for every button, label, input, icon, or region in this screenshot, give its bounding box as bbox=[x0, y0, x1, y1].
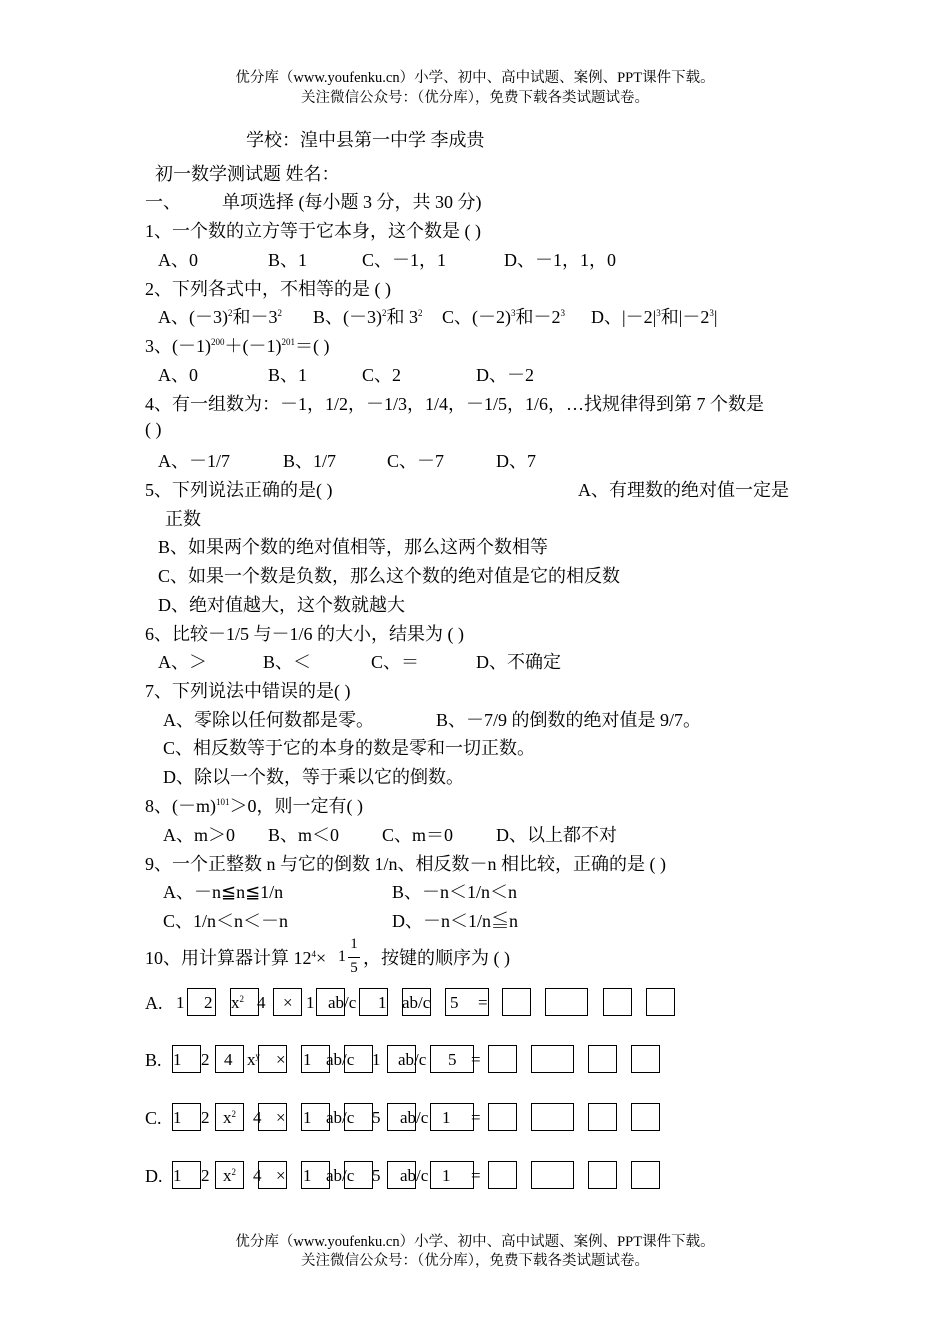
q10-frac-denominator: 5 bbox=[350, 960, 358, 976]
q3-option-c: C、2 bbox=[362, 365, 402, 385]
q2-option-a: A、$(-3)^2$和$-3^2$ bbox=[158, 307, 282, 327]
key-label: ab/c bbox=[326, 1050, 355, 1069]
key-label: 1 bbox=[442, 1108, 451, 1127]
key-label: 2 bbox=[201, 1166, 210, 1185]
q1-option-b: B、1 bbox=[268, 250, 308, 270]
q5-option-a-cont: 正数 bbox=[165, 509, 201, 529]
q6-option-a: A、＞ bbox=[158, 652, 207, 672]
q1-stem: 1、一个数的立方等于它本身，这个数是 ( ) bbox=[145, 221, 481, 241]
q1-option-c: C、－1，1 bbox=[362, 250, 447, 270]
q5-stem: 5、下列说法正确的是( ) bbox=[145, 480, 333, 500]
answer-box bbox=[502, 988, 531, 1016]
key-label: ab/c bbox=[400, 1108, 429, 1127]
key-label: 1 bbox=[442, 1166, 451, 1185]
answer-box bbox=[588, 1161, 617, 1189]
key-box bbox=[430, 1161, 474, 1189]
answer-box bbox=[646, 988, 675, 1016]
q4-option-d: D、7 bbox=[496, 451, 536, 471]
header-line-1: 优分库（www.youfenku.cn）小学、初中、高中试题、案例、PPT课件下载。 bbox=[235, 70, 715, 86]
key-label: 1 bbox=[303, 1166, 312, 1185]
section-number: 一、 bbox=[145, 192, 181, 212]
answer-box bbox=[588, 1045, 617, 1073]
key-label: ab/c bbox=[326, 1108, 355, 1127]
key-label: ab/c bbox=[328, 993, 357, 1012]
key-label: 4 bbox=[257, 993, 266, 1012]
q3-stem: 3、$(-1)^{200}+(-1)^{201}=$( ) bbox=[145, 336, 330, 356]
key-label: 2 bbox=[204, 993, 213, 1012]
answer-box bbox=[545, 988, 588, 1016]
q7-option-d: D、除以一个数，等于乘以它的倒数。 bbox=[163, 767, 464, 787]
key-label: × bbox=[283, 993, 293, 1012]
q10-row-c-label: C. bbox=[145, 1108, 162, 1128]
q2-option-d: D、$|-2|^3$和$|-2^3|$ bbox=[591, 307, 718, 327]
key-label: 1 bbox=[176, 993, 185, 1012]
key-label: = bbox=[478, 993, 488, 1012]
key-box bbox=[430, 1103, 474, 1131]
answer-box bbox=[631, 1161, 660, 1189]
q6-stem: 6、比较－1/5 与－1/6 的大小，结果为 ( ) bbox=[145, 624, 464, 644]
key-label: 5 bbox=[372, 1108, 381, 1127]
footer-line-2: 关注微信公众号：（优分库），免费下载各类试题试卷。 bbox=[301, 1253, 649, 1269]
q1-option-a: A、0 bbox=[158, 250, 198, 270]
key-label: ab/c bbox=[326, 1166, 355, 1185]
q10-stem-end: ，按键的顺序为 ( ) bbox=[363, 948, 510, 968]
answer-box bbox=[531, 1161, 574, 1189]
q8-option-b: B、m＜0 bbox=[268, 825, 340, 845]
key-label: $x^2$ bbox=[223, 1166, 236, 1185]
q5-option-a: A、有理数的绝对值一定是 bbox=[578, 480, 789, 500]
q8-stem: 8、$(-m)^{101}>0$，则一定有( ) bbox=[145, 796, 363, 816]
q8-option-c: C、m＝0 bbox=[382, 825, 454, 845]
key-label: = bbox=[471, 1050, 481, 1069]
q7-option-b: B、－7/9 的倒数的绝对值是 9/7。 bbox=[436, 710, 702, 730]
answer-box bbox=[603, 988, 632, 1016]
key-label: 1 bbox=[306, 993, 315, 1012]
key-label: 4 bbox=[253, 1166, 262, 1185]
q10-frac-bar bbox=[348, 957, 360, 958]
q5-option-c: C、如果一个数是负数，那么这个数的绝对值是它的相反数 bbox=[158, 566, 621, 586]
q4-stem-cont: ( ) bbox=[145, 419, 162, 439]
key-label: × bbox=[276, 1166, 286, 1185]
q2-option-b: B、$(-3)^2$和 $3^2$ bbox=[313, 307, 423, 327]
q9-option-a: A、－n≦n≦1/n bbox=[163, 882, 284, 902]
key-label: ab/c bbox=[402, 993, 431, 1012]
key-label: 5 bbox=[372, 1166, 381, 1185]
q8-option-a: A、m＞0 bbox=[163, 825, 235, 845]
q9-option-c: C、1/n＜n＜－n bbox=[163, 911, 289, 931]
key-label: 5 bbox=[448, 1050, 457, 1069]
key-label: 1 bbox=[378, 993, 387, 1012]
key-label: 1 bbox=[303, 1050, 312, 1069]
key-label: $x^2$ bbox=[231, 993, 244, 1012]
answer-box bbox=[631, 1045, 660, 1073]
q9-option-b: B、－n＜1/n＜n bbox=[392, 882, 518, 902]
key-label: = bbox=[471, 1108, 481, 1127]
footer-line-1: 优分库（www.youfenku.cn）小学、初中、高中试题、案例、PPT课件下载。 bbox=[235, 1234, 715, 1250]
key-label: 1 bbox=[303, 1108, 312, 1127]
q2-stem: 2、下列各式中，不相等的是 ( ) bbox=[145, 279, 391, 299]
q2-option-c: C、$(-2)^3$和$-2^3$ bbox=[442, 307, 565, 327]
q4-option-b: B、1/7 bbox=[283, 451, 337, 471]
answer-box bbox=[488, 1045, 517, 1073]
key-label: × bbox=[276, 1108, 286, 1127]
key-label: = bbox=[471, 1166, 481, 1185]
key-label: 1 bbox=[173, 1166, 182, 1185]
key-label: 5 bbox=[450, 993, 459, 1012]
key-label: $x^y$ bbox=[247, 1050, 260, 1069]
school-line: 学校：湟中县第一中学 李成贵 bbox=[246, 130, 485, 150]
q7-option-a: A、零除以任何数都是零。 bbox=[163, 710, 374, 730]
key-label: 4 bbox=[253, 1108, 262, 1127]
answer-box bbox=[631, 1103, 660, 1131]
header-line-2: 关注微信公众号：（优分库），免费下载各类试题试卷。 bbox=[301, 90, 649, 106]
key-label: ab/c bbox=[400, 1166, 429, 1185]
q8-option-d: D、以上都不对 bbox=[496, 825, 617, 845]
answer-box bbox=[531, 1045, 574, 1073]
q4-stem: 4、有一组数为：－1，1/2，－1/3，1/4，－1/5，1/6，…找规律得到第 7 个数是 bbox=[145, 394, 765, 414]
q3-option-d: D、－2 bbox=[476, 365, 534, 385]
q4-option-c: C、－7 bbox=[387, 451, 445, 471]
q1-option-d: D、－1，1，0 bbox=[504, 250, 616, 270]
q10-row-b-label: B. bbox=[145, 1050, 162, 1070]
q10-frac-numerator: 1 bbox=[350, 936, 358, 952]
q10-row-a-label: A. bbox=[145, 993, 163, 1013]
key-label: ab/c bbox=[398, 1050, 427, 1069]
q7-stem: 7、下列说法中错误的是( ) bbox=[145, 681, 351, 701]
key-label: 2 bbox=[201, 1108, 210, 1127]
q6-option-b: B、＜ bbox=[263, 652, 312, 672]
key-label: 1 bbox=[372, 1050, 381, 1069]
key-label: $x^2$ bbox=[223, 1108, 236, 1127]
key-label: 1 bbox=[173, 1050, 182, 1069]
answer-box bbox=[531, 1103, 574, 1131]
q5-option-d: D、绝对值越大，这个数就越大 bbox=[158, 595, 405, 615]
q3-option-a: A、0 bbox=[158, 365, 198, 385]
section-label: 单项选择 (每小题 3 分，共 30 分) bbox=[222, 192, 482, 212]
answer-box bbox=[488, 1103, 517, 1131]
q10-stem-start: 10、用计算器计算 $12^4\times$ bbox=[145, 948, 327, 968]
q10-row-d-label: D. bbox=[145, 1166, 163, 1186]
answer-box bbox=[488, 1161, 517, 1189]
key-label: 2 bbox=[201, 1050, 210, 1069]
q9-option-d: D、－n＜1/n≦n bbox=[392, 911, 518, 931]
test-title: 初一数学测试题 姓名： bbox=[155, 164, 340, 184]
q9-stem: 9、一个正整数 n 与它的倒数 1/n、相反数－n 相比较，正确的是 ( ) bbox=[145, 854, 666, 874]
key-label: × bbox=[276, 1050, 286, 1069]
q3-option-b: B、1 bbox=[268, 365, 308, 385]
q7-option-c: C、相反数等于它的本身的数是零和一切正数。 bbox=[163, 738, 536, 758]
key-label: 4 bbox=[224, 1050, 233, 1069]
q10-mixed-whole: 1 bbox=[338, 948, 346, 965]
q4-option-a: A、－1/7 bbox=[158, 451, 230, 471]
q6-option-d: D、不确定 bbox=[476, 652, 561, 672]
q5-option-b: B、如果两个数的绝对值相等，那么这两个数相等 bbox=[158, 537, 549, 557]
key-label: 1 bbox=[173, 1108, 182, 1127]
q6-option-c: C、＝ bbox=[371, 652, 420, 672]
answer-box bbox=[588, 1103, 617, 1131]
